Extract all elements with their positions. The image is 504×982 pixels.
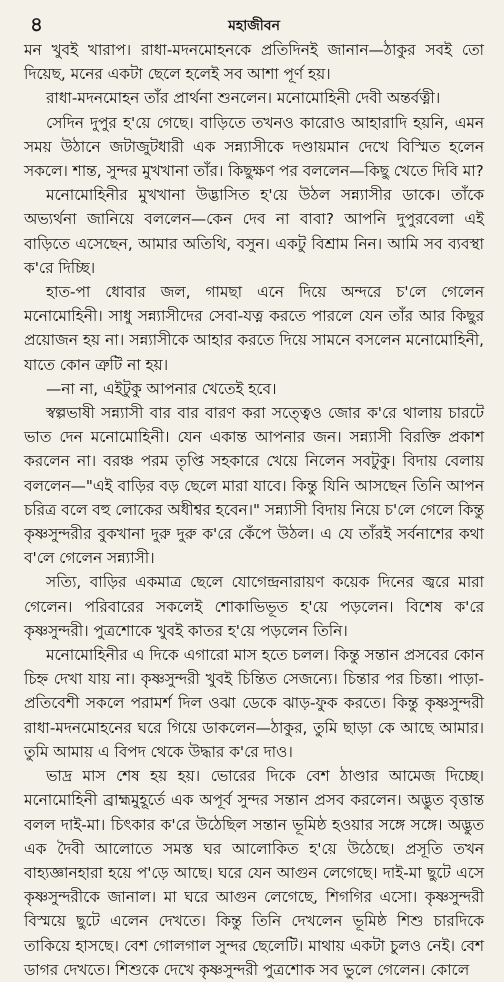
paragraph: হাত-পা ধোবার জল, গামছা এনে দিয়ে অন্দরে চ'লে গেলেন মনোমোহিনী। সাধু সন্ন্যাসীদের সেবা-যত্ন করতে পারলে যেন তাঁর আর কিছুর প্রয়োজন হয় না। সন্ন্যাসীকে আহার করতে দিয়ে সামনে বসলেন মনোমোহিনী, যাতে কোন ত্রুটি না হয়।	[24, 283, 484, 374]
page-header	[24, 6, 484, 36]
paragraph: মনোমোহিনীর এ দিকে এগারো মাস হতে চলল। কিন্তু সন্তান প্রসবের কোন চিহ্ন দেখা যায় না। কৃষ্ণসুন্দরী খুবই চিন্তিত সেজন্যে। চিন্তার পর চিন্তা। পাড়া-প্রতিবেশী সকলে পরামর্শ দিল ওঝা ডেকে ঝাড়-ফুক করতে। কিন্তু কৃষ্ণসুন্দরী রাধা-মদনমোহনের ঘরে গিয়ে ডাকলেন—ঠাকুর, তুমি ছাড়া কে আছে আমার। তুমি আমায় এ বিপদ থেকে উদ্ধার ক'রে দাও।	[24, 646, 484, 761]
paragraph: সত্যি, বাড়ির একমাত্র ছেলে যোগেন্দ্রনারায়ণ কয়েক দিনের জ্বরে মারা গেলেন। পরিবারের সকলেই শোকাভিভূত হ'য়ে পড়লেন। বিশেষ ক'রে কৃষ্ণসুন্দরী। পুত্রশোকে খুবই কাতর হ'য়ে পড়লেন তিনি।	[24, 573, 484, 640]
paragraph: স্বল্পভাষী সন্ন্যাসী বার বার বারণ করা সত্ত্বেও জোর ক'রে থালায় চারটে ভাত দেন মনোমোহিনী। যেন একান্ত আপনার জন। সন্ন্যাসী বিরক্তি প্রকাশ করলেন না। বরঞ্চ পরম তৃপ্তি সহকারে খেয়ে নিলেন সবটুকু। বিদায় বেলায় বললেন—"এই বাড়ির বড় ছেলে মারা যাবে। কিন্তু যিনি আসছেন তিনি আপন চরিত্র বলে বহু লোকের অধীশ্বর হবেন।" সন্ন্যাসী বিদায় নিয়ে চ'লে গেলে কিন্তু কৃষ্ণসুন্দরীর বুকখানা দুরু দুরু ক'রে কেঁপে উঠল। এ যে তাঁরই সর্বনাশের কথা ব'লে গেলেন সন্ন্যাসী।	[24, 404, 484, 568]
paragraph: —না না, এইটুকু আপনার খেতেই হবে।	[46, 379, 277, 398]
body-text	[24, 38, 484, 982]
paragraph: ভাদ্র মাস শেষ হয় হয়। ভোরের দিকে বেশ ঠাণ্ডার আমেজ দিচ্ছে। মনোমোহিনী ব্রাহ্মমুহূর্তে এক অপূর্ব সুন্দর সন্তান প্রসব করলেন। অদ্ভুত বৃত্তান্ত বলল দাই-মা। চিৎকার ক'রে উঠেছিল সন্তান ভূমিষ্ঠ হওয়ার সঙ্গে সঙ্গে। অদ্ভুত এক দৈবী আলোতে সমস্ত ঘর আলোকিত হ'য়ে উঠেছে। প্রসূতি তখন বাহ্যজ্ঞানহারা হয়ে প'ড়ে আছে। ঘরে যেন আগুন লেগেছে। দাই-মা ছুটে এসে কৃষ্ণসুন্দরীকে জানাল। মা ঘরে আগুন লেগেছে, শিগগির এসো। কৃষ্ণসুন্দরী বিস্ময়ে ছুটে এলেন দেখতে। কিন্তু তিনি দেখলেন ভূমিষ্ঠ শিশু চারদিকে তাকিয়ে হাসছে। বেশ গোলগাল সুন্দর ছেলেটি। মাথায় একটা চুলও নেই। বেশ ডাগর দেখতে। শিশুকে দেখে কৃষ্ণসুন্দরী পুত্রশোক সব ভুলে গেলেন। কোলে	[24, 767, 484, 979]
paragraph: মনোমোহিনীর মুখখানা উদ্ভাসিত হ'য়ে উঠল সন্ন্যাসীর ডাকে। তাঁকে অভ্যর্থনা জানিয়ে বললেন—কেন দেব না বাবা? আপনি দুপুরবেলা এই বাড়িতে এসেছেন, আমার অতিথি, বসুন। একটু বিশ্রাম নিন। আমি সব ব্যবস্থা ক'রে দিচ্ছি।	[24, 186, 484, 277]
running-title: মহাজীবন	[228, 18, 280, 34]
page-number: ৪	[30, 12, 43, 36]
paragraph: রাধা-মদনমোহন তাঁর প্রার্থনা শুনলেন। মনোমোহিনী দেবী অন্তর্বত্নী।	[46, 89, 441, 108]
paragraph: মন খুবই খারাপ। রাধা-মদনমোহনকে প্রতিদিনই জানান—ঠাকুর সবই তো দিয়েছ, মনের একটা ছেলে হলেই সব আশা পূর্ণ হয়।	[24, 41, 484, 84]
paragraph: সেদিন দুপুর হ'য়ে গেছে। বাড়িতে তখনও কারোও আহারাদি হয়নি, এমন সময় উঠানে জটাজুটধারী এক সন্ন্যাসীকে দণ্ডায়মান দেখে বিস্মিত হলেন সকলে। শান্ত, সুন্দর মুখখানা তাঁর। কিছুক্ষণ পর বললেন—কিছু খেতে দিবি মা?	[24, 113, 484, 181]
